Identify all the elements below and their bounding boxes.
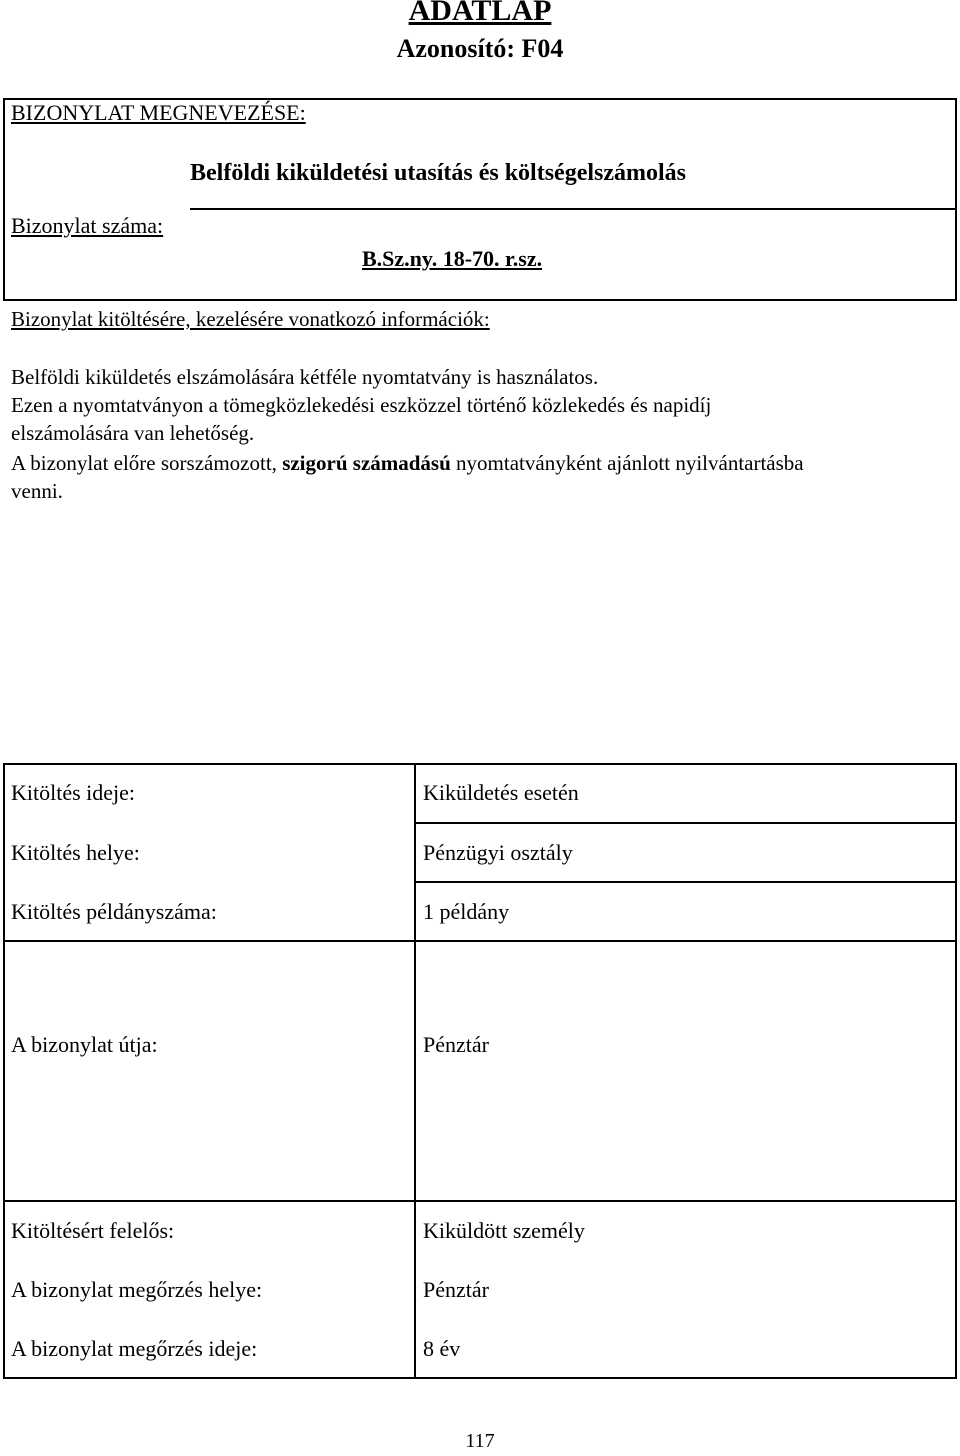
info-line-1: Belföldi kiküldetés elszámolására kétféle nyomtatvány is használatos. (11, 365, 599, 389)
name-value: Belföldi kiküldetési utasítás és költségelszámolás (190, 160, 687, 186)
fill-table-row-divider (414, 881, 957, 883)
route-column-divider (414, 940, 416, 1202)
responsible-value: Kiküldött személy (423, 1218, 585, 1243)
info-line-4-emphasis: szigorú számadású (282, 451, 451, 475)
fill-table-row-divider (414, 822, 957, 824)
storage-time-label: A bizonylat megőrzés ideje: (11, 1336, 258, 1361)
number-value: B.Sz.ny. 18-70. r.sz. (362, 246, 543, 271)
route-box (3, 940, 957, 1202)
info-line-4 (11, 449, 941, 477)
info-line-4-start: A bizonylat előre sorszámozott, (11, 451, 283, 475)
info-line-5: venni. (11, 479, 63, 503)
name-label: BIZONYLAT MEGNEVEZÉSE: (11, 100, 306, 125)
fill-copies-value: 1 példány (423, 899, 510, 924)
info-line-3: elszámolására van lehetőség. (11, 421, 255, 445)
identity-divider (190, 208, 957, 210)
storage-place-label: A bizonylat megőrzés helye: (11, 1277, 263, 1302)
info-line-2: Ezen a nyomtatványon a tömegközlekedési eszközzel történő közlekedés és napidíj (11, 393, 712, 417)
info-line-4-end: nyomtatványként ajánlott nyilvántartásba (450, 451, 804, 475)
fill-table-column-divider (414, 763, 416, 942)
fill-place-label: Kitöltés helye: (11, 840, 140, 865)
responsible-label: Kitöltésért felelős: (11, 1218, 175, 1243)
fill-place-value: Pénzügyi osztály (423, 840, 573, 865)
responsibility-column-divider (414, 1200, 416, 1379)
route-value: Pénztár (423, 1032, 489, 1057)
route-label: A bizonylat útja: (11, 1032, 158, 1057)
fill-time-label: Kitöltés ideje: (11, 780, 136, 805)
storage-time-value: 8 év (423, 1336, 461, 1361)
page-title: ADATLAP (408, 0, 552, 27)
info-heading: Bizonylat kitöltésére, kezelésére vonatkozó információk: (11, 307, 490, 331)
number-label: Bizonylat száma: (11, 213, 164, 238)
storage-place-value: Pénztár (423, 1277, 489, 1302)
fill-time-value: Kiküldetés esetén (423, 780, 579, 805)
fill-copies-label: Kitöltés példányszáma: (11, 899, 217, 924)
page-number: 117 (465, 1430, 495, 1452)
document-id: Azonosító: F04 (396, 34, 564, 63)
